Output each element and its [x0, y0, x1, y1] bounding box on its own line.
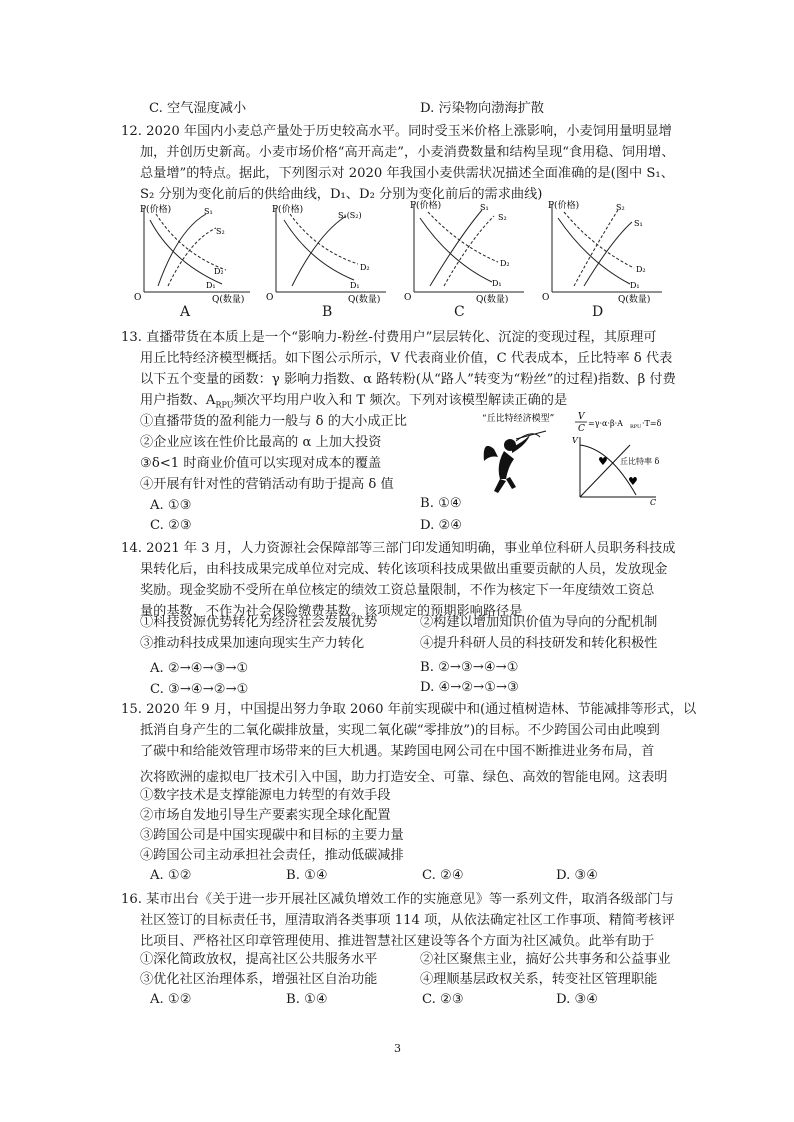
svg-text:D₁: D₁: [492, 279, 502, 288]
q14-option-d: D. ④→②→①→③: [420, 680, 519, 695]
q13-line-3: 以下五个变量的函数：γ 影响力指数、α 路转粉(从“路人”转变为“粉丝”的过程)指数、β 付费: [140, 372, 676, 387]
q15-line-3: 了碳中和给能效管理市场带来的巨大机遇。某跨国电网公司在中国不断推进业务布局，首: [140, 744, 655, 759]
q16-option-a: A. ①②: [150, 992, 192, 1007]
q12-graph-d: [538, 196, 668, 306]
q16-option-c: C. ②③: [422, 992, 464, 1007]
svg-text:C: C: [650, 498, 657, 505]
svg-text:D₂: D₂: [214, 267, 224, 276]
q15-line-2: 抵消自身产生的二氧化碳排放量，实现二氧化碳“零排放”)的目标。不少跨国公司由此嗅到: [140, 723, 660, 738]
svg-text:V: V: [578, 412, 585, 422]
heart-icon: ♥: [598, 455, 608, 468]
svg-text:D₁: D₁: [630, 281, 640, 290]
svg-text:S₁: S₁: [480, 203, 489, 212]
q15-line-1: 15. 2020 年 9 月，中国提出努力争取 2060 年前实现碳中和(通过植树造林、节能减排等形式，以: [121, 702, 697, 717]
q13-item-1: ①直播带货的盈利能力一般与 δ 的大小成正比: [140, 414, 407, 429]
svg-text:D₁: D₁: [350, 281, 360, 290]
q15-item-2: ②市场自发地引导生产要素实现全球化配置: [140, 808, 391, 823]
q15-option-a: A. ①②: [150, 868, 192, 883]
q12-line-2: 加，并创历史新高。小麦市场价格“高开高走”，小麦消费数量和结构呈现“食用稳、饲用增、: [140, 145, 675, 160]
q16-item-3: ③优化社区治理体系，增强社区自治功能: [140, 972, 378, 987]
q12-graph-c: [400, 196, 530, 306]
svg-text:O: O: [266, 293, 274, 303]
svg-text:D₂: D₂: [360, 263, 370, 272]
svg-text:S₂: S₂: [216, 227, 225, 236]
svg-text:P(价格): P(价格): [140, 205, 172, 215]
svg-text:V: V: [572, 436, 578, 445]
q15-option-b: B. ①④: [286, 868, 328, 883]
q16-item-2: ②社区聚焦主业，搞好公共事务和公益事业: [420, 952, 671, 967]
q14-line-4: 量的基数，不作为社会保险缴费基数。该项规定的预期影响路径是: [140, 604, 523, 619]
svg-text:丘比特率 δ: 丘比特率 δ: [620, 457, 660, 466]
q13-line-4: 用户指数、$A_{RPU}$频次平均用户收入和 T 频次。下列对该模型解读正确的是: [140, 393, 568, 410]
q16-item-4: ④理顺基层政权关系，转变社区管理职能: [420, 972, 658, 987]
q14-line-3: 奖励。现金奖励不受所在单位核定的绩效工资总量限制，不作为核定下一年度绩效工资总: [140, 583, 655, 598]
q12-graph-b-letter: B: [322, 304, 333, 320]
q11-option-d: D. 污染物向渤海扩散: [420, 101, 544, 116]
svg-text:S₂: S₂: [498, 213, 507, 222]
q14-option-a: A. ②→④→③→①: [150, 661, 249, 676]
q13-cupid-figure: [460, 405, 670, 505]
q16-line-1: 16. 某市出台《关于进一步开展社区减负增效工作的实施意见》等一系列文件，取消各级部门与: [121, 892, 674, 907]
heart-icon: ♥: [628, 475, 638, 488]
q14-item-4: ④提升科研人员的科技研发和转化积极性: [420, 636, 658, 651]
q14-item-1: ①科技资源优势转化为经济社会发展优势: [140, 615, 378, 630]
q13-line-1: 13. 直播带货在本质上是一个“影响力-粉丝-付费用户”层层转化、沉淀的变现过程，其原理可: [121, 330, 657, 345]
cupid-icon: [484, 435, 530, 493]
svg-text:S₁: S₁: [634, 219, 643, 228]
svg-text:C: C: [578, 424, 585, 434]
q14-item-2: ②构建以增加知识价值为导向的分配机制: [420, 615, 658, 630]
q13-line-2: 用丘比特经济模型概括。如下图公示所示，V 代表商业价值，C 代表成本，丘比特率 δ 代表: [140, 351, 673, 366]
q11-option-c: C. 空气湿度减小: [149, 101, 247, 116]
svg-text:P(价格): P(价格): [548, 201, 580, 211]
q15-item-4: ④跨国公司主动承担社会责任，推动低碳减排: [140, 848, 404, 863]
svg-text:P(价格): P(价格): [272, 205, 304, 215]
q12-line-1: 12. 2020 年国内小麦总产量处于历史较高水平。同时受玉米价格上涨影响，小麦饲用量明显增: [121, 124, 672, 139]
svg-text:“丘比特经济模型”: “丘比特经济模型”: [482, 414, 555, 424]
q15-option-c: C. ②④: [422, 868, 464, 883]
q12-graph-a-letter: A: [180, 304, 191, 320]
q14-line-2: 果转化后，由科技成果完成单位对完成、转化该项科技成果做出重要贡献的人员，发放现金: [140, 562, 668, 577]
page-number: 3: [394, 1042, 401, 1055]
q14-option-c: C. ③→④→②→①: [150, 682, 249, 697]
q12-graph-b: [262, 200, 392, 305]
svg-text:P(价格): P(价格): [410, 201, 442, 211]
svg-text:S₂: S₂: [616, 203, 625, 212]
svg-text:D₂: D₂: [636, 265, 646, 274]
svg-text:Q(数量): Q(数量): [476, 295, 509, 305]
q13-item-3: ③δ<1 时商业价值可以实现对成本的覆盖: [140, 456, 382, 471]
q13-item-4: ④开展有针对性的营销活动有助于提高 δ 值: [140, 477, 394, 492]
svg-text:O: O: [404, 293, 412, 303]
q16-option-d: D. ③④: [556, 992, 599, 1007]
q13-option-d: D. ②④: [420, 518, 463, 533]
q15-item-3: ③跨国公司是中国实现碳中和目标的主要力量: [140, 828, 404, 843]
svg-text:D₁: D₁: [206, 281, 216, 290]
svg-text:Q(数量): Q(数量): [618, 295, 651, 305]
svg-text:O: O: [134, 293, 142, 303]
q12-graph-a: [130, 200, 255, 305]
q13-item-2: ②企业应该在性价比最高的 α 上加大投资: [140, 435, 382, 450]
q14-item-3: ③推动科技成果加速向现实生产力转化: [140, 636, 365, 651]
svg-text:Q(数量): Q(数量): [212, 295, 245, 305]
q12-line-3: 总量增”的特点。据此，下列图示对 2020 年我国小麦供需状况描述全面准确的是(图中 S₁、: [140, 166, 674, 181]
q13-option-a: A. ①③: [150, 498, 192, 513]
q12-graph-c-letter: C: [454, 304, 465, 320]
q14-line-1: 14. 2021 年 3 月，人力资源社会保障部等三部门印发通知明确，事业单位科研人员职务科技成: [121, 541, 676, 556]
svg-text:=γ·α·β·A: =γ·α·β·A: [588, 419, 623, 428]
svg-text:O: O: [542, 293, 550, 303]
svg-text:RPU: RPU: [630, 424, 642, 430]
q12-graph-d-letter: D: [592, 304, 604, 320]
q13-option-b: B. ①④: [420, 496, 462, 511]
svg-text:Q(数量): Q(数量): [348, 295, 381, 305]
q16-item-1: ①深化简政放权，提高社区公共服务水平: [140, 952, 378, 967]
svg-text:D₂: D₂: [500, 259, 510, 268]
q16-line-2: 社区签订的目标责任书，厘清取消各类事项 114 项，从依法确定社区工作事项、精简考核评: [140, 913, 675, 928]
q14-option-b: B. ②→③→④→①: [420, 660, 519, 675]
svg-text:·T=δ: ·T=δ: [642, 419, 662, 428]
q15-item-1: ①数字技术是支撑能源电力转型的有效手段: [140, 788, 391, 803]
q16-option-b: B. ①④: [286, 992, 328, 1007]
q15-line-4: 次将欧洲的虚拟电厂技术引入中国，助力打造安全、可靠、绿色、高效的智能电网。这表明: [140, 770, 668, 785]
q15-option-d: D. ③④: [556, 868, 599, 883]
svg-text:S₁: S₁: [204, 207, 213, 216]
q13-option-c: C. ②③: [150, 518, 192, 533]
q16-line-3: 比项目、严格社区印章管理使用、推进智慧社区建设等各个方面为社区减负。此举有助于: [140, 934, 655, 949]
svg-text:S₁(S₂): S₁(S₂): [338, 211, 362, 220]
q12-line-4: S₂ 分别为变化前后的供给曲线，D₁、D₂ 分别为变化前后的需求曲线): [140, 187, 543, 202]
